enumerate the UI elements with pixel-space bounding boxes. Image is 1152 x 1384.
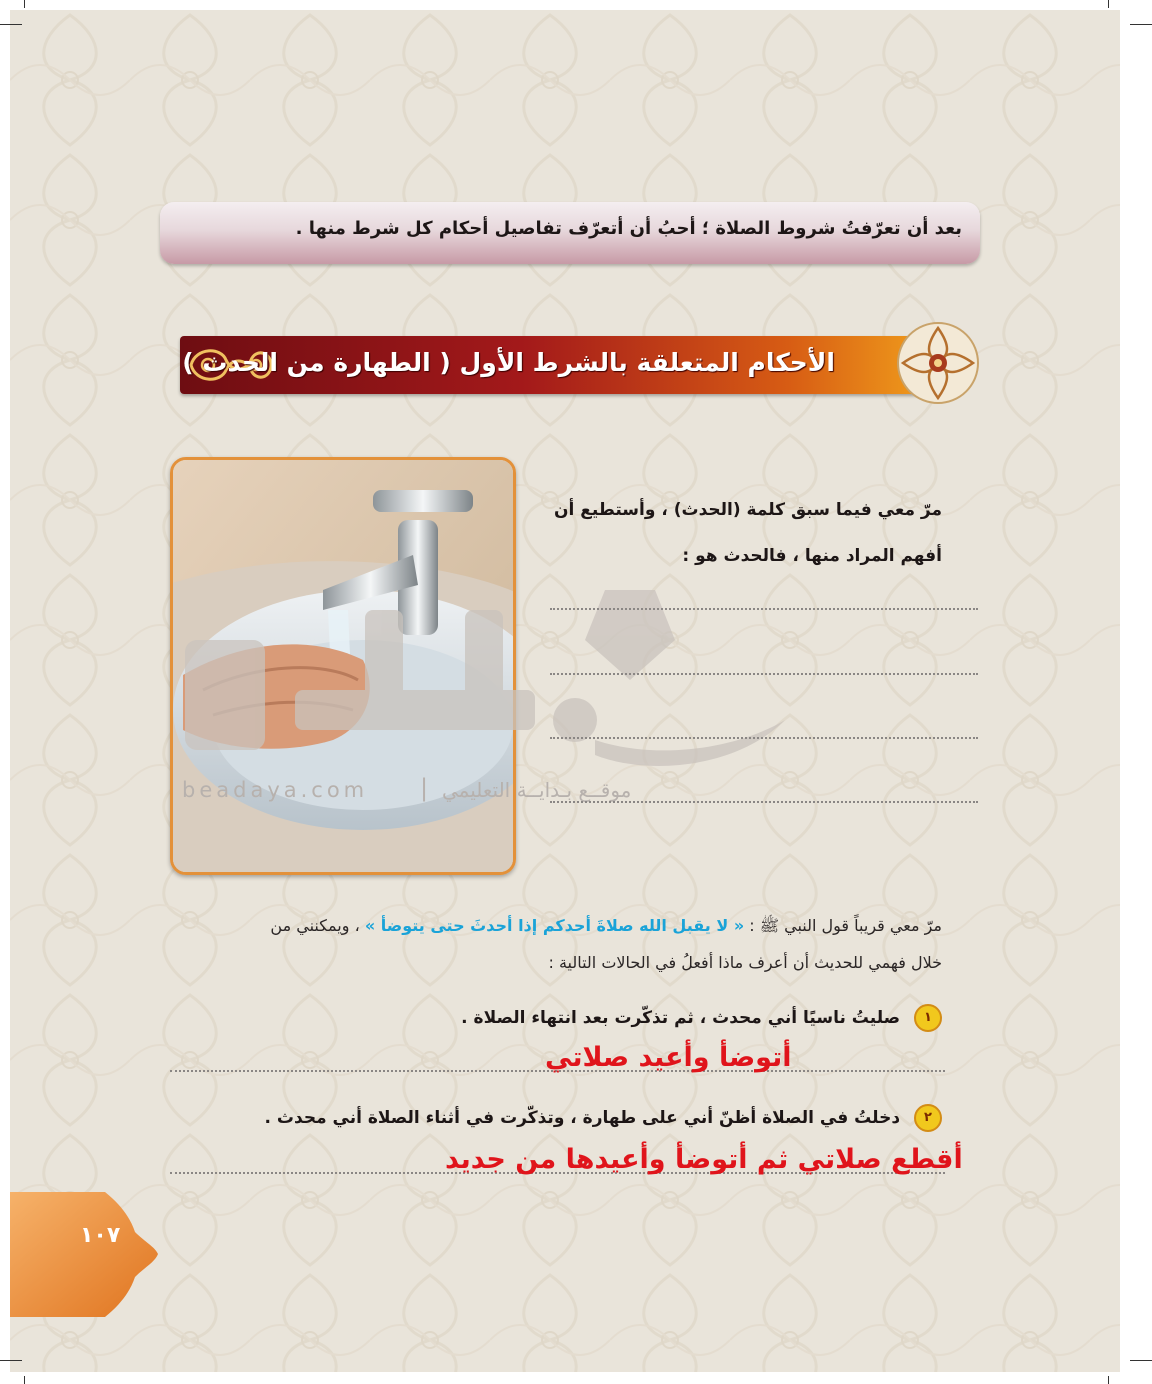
- textbook-page: [10, 10, 1120, 1372]
- case-number-badge: ١: [914, 1004, 942, 1032]
- crop-mark: [24, 1376, 25, 1384]
- watermark-separator: |: [420, 774, 429, 802]
- watermark-url: beadaya.com: [182, 778, 369, 802]
- watermark-site-name: موقــع بـدايــة التعليمي: [442, 778, 632, 802]
- answer-dotted-line[interactable]: [550, 673, 978, 675]
- answer-dotted-line[interactable]: [550, 737, 978, 739]
- section-title: الأحكام المتعلقة بالشرط الأول ( الطهارة من الحدث ): [182, 348, 835, 377]
- crop-mark: [0, 24, 22, 25]
- hadith-suffix: ، ويمكنني من: [270, 916, 360, 935]
- question-line-1: مرّ معي فيما سبق كلمة (الحدث) ، وأستطيع أن: [554, 500, 942, 520]
- answer-dotted-line[interactable]: [550, 608, 978, 610]
- page-number-tab: [10, 1192, 160, 1317]
- intro-bar: [160, 202, 980, 264]
- hadith-line-1: [270, 916, 942, 939]
- hadith-line-2: خلال فهمي للحديث أن أعرف ماذا أفعلُ في الحالات التالية :: [548, 953, 942, 972]
- crop-mark: [1130, 1360, 1152, 1361]
- case-text: صليتُ ناسيًا أني محدث ، ثم تذكّرت بعد انتهاء الصلاة .: [461, 1008, 901, 1028]
- crop-mark: [24, 0, 25, 8]
- crop-mark: [1108, 1376, 1109, 1384]
- section-title-banner: [180, 336, 940, 394]
- hadith-prefix: مرّ معي قريباً قول النبي ﷺ :: [749, 916, 942, 935]
- case-answer-2: أقطع صلاتي ثم أتوضأ وأعيدها من جديد: [445, 1144, 963, 1175]
- case-text: دخلتُ في الصلاة أظنّ أني على طهارة ، وتذكّرت في أثناء الصلاة أني محدث .: [264, 1108, 901, 1128]
- crop-mark: [1130, 24, 1152, 25]
- case-number-badge: ٢: [914, 1104, 942, 1132]
- answer-dotted-line[interactable]: [550, 801, 978, 803]
- crop-mark: [1108, 0, 1109, 8]
- case-item-2: [265, 1104, 942, 1132]
- intro-text: بعد أن تعرّفتُ شروط الصلاة ؛ أحبُ أن أتعرّف تفاصيل أحكام كل شرط منها .: [295, 218, 962, 239]
- beadaya-logo-watermark: [175, 570, 795, 770]
- case-answer-1: أتوضأ وأعيد صلاتي: [545, 1042, 792, 1073]
- rosette-ornament-icon: [895, 320, 981, 406]
- question-line-2: أفهم المراد منها ، فالحدث هو :: [682, 546, 942, 566]
- page-number: ١٠٧: [80, 1223, 121, 1248]
- case-item-1: [461, 1004, 942, 1032]
- crop-mark: [0, 1360, 22, 1361]
- hadith-quote: « لا يقبل الله صلاةَ أحدكم إذا أحدثَ حتى يتوضأ »: [364, 916, 745, 935]
